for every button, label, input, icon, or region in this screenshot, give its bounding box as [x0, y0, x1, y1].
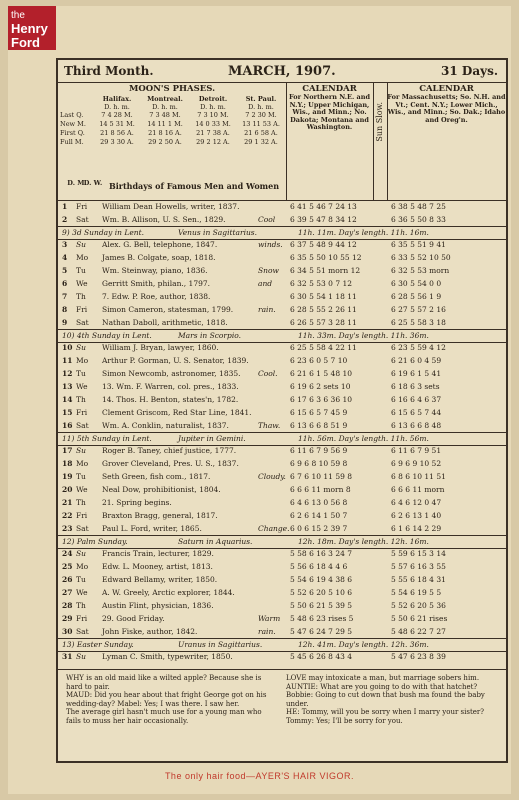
day-of-month: 23 — [62, 524, 73, 533]
calendar-frame — [56, 58, 508, 763]
south-times: 6 6 6 11 morn — [391, 485, 445, 494]
day-of-week: Th — [76, 395, 86, 404]
day-row — [58, 341, 506, 354]
north-times: 5 58 6 16 3 24 7 — [290, 549, 353, 558]
col-dm: D. M. — [67, 179, 87, 187]
north-times: 6 26 5 57 3 28 11 — [290, 318, 357, 327]
jokes-left: WHY is an old maid like a wilted apple? Because she is hard to pair. MAUD: Did you hear about that fright George got on his wedding-day? Mabel: Yes; I was there. I saw her. The average girl hasn't much use for a young man who fails to muss her hair occasionally. — [66, 674, 267, 725]
section-planet: Jupiter in Gemini. — [178, 434, 246, 443]
logo-line3: Ford — [11, 35, 40, 50]
section-title: 10) 4th Sunday in Lent. — [62, 331, 152, 340]
phase-label: First Q. — [60, 129, 85, 137]
north-times: 5 45 6 26 8 43 4 — [290, 652, 353, 661]
south-times: 6 9 6 9 10 52 — [391, 459, 442, 468]
birthday-text: Simon Cameron, statesman, 1799. — [102, 305, 234, 314]
north-times: 6 25 5 58 4 22 11 — [290, 343, 357, 352]
day-of-month: 28 — [62, 601, 73, 610]
day-of-month: 12 — [62, 369, 73, 378]
day-of-month: 31 — [62, 652, 73, 661]
north-times: 6 21 6 1 5 48 10 — [290, 369, 353, 378]
day-of-week: We — [76, 485, 88, 494]
north-times: 6 2 6 14 1 50 7 — [290, 511, 348, 520]
day-row — [58, 367, 506, 380]
day-of-month: 16 — [62, 421, 73, 430]
phase-col-header: Detroit. — [198, 95, 228, 103]
day-of-month: 13 — [62, 382, 73, 391]
day-of-week: We — [76, 588, 88, 597]
section-title: 13) Easter Sunday. — [62, 640, 134, 649]
phase-col-units: D. h. m. — [200, 103, 226, 111]
birthday-text: Edward Bellamy, writer, 1850. — [102, 575, 218, 584]
south-times: 6 21 6 0 4 59 — [391, 356, 442, 365]
day-of-week: Su — [76, 343, 86, 352]
south-times: 6 19 6 1 5 41 — [391, 369, 442, 378]
day-of-week: Mo — [76, 253, 89, 262]
day-of-week: Fri — [76, 305, 88, 314]
birthday-text: Neal Dow, prohibitionist, 1804. — [102, 485, 221, 494]
south-times: 6 8 6 10 11 51 — [391, 472, 446, 481]
birthday-text: Wm. B. Allison, U. S. Sen., 1829. — [102, 215, 226, 224]
south-times: 6 18 6 3 sets — [391, 382, 440, 391]
col-births: Birthdays of Famous Men and Women — [108, 181, 280, 191]
section-title: 9) 3d Sunday in Lent. — [62, 228, 144, 237]
birthday-text: James B. Colgate, soap, 1818. — [102, 253, 216, 262]
day-row — [58, 650, 506, 663]
birthday-text: Clement Griscom, Red Star Line, 1841. — [102, 408, 252, 417]
weather-note: Change. — [258, 524, 290, 533]
day-row — [58, 457, 506, 470]
birthday-text: 21. Spring begins. — [102, 498, 172, 507]
cal-south-title: CALENDAR — [419, 84, 474, 94]
north-times: 6 37 5 48 9 44 12 — [290, 240, 357, 249]
day-of-month: 18 — [62, 459, 73, 468]
day-of-month: 10 — [62, 343, 73, 352]
birthday-text: Lyman C. Smith, typewriter, 1850. — [102, 652, 233, 661]
north-times: 6 39 5 47 8 34 12 — [290, 215, 357, 224]
jokes-right: LOVE may intoxicate a man, but marriage sobers him. AUNTIE: What are you going to do with that hatchet? Bobbie: Going to cut down that bush ma found the baby under. HE: Tommy, will you be sorry when I marry your sister? Tommy: Yes; I'll be sorry for you. — [286, 674, 485, 725]
north-times: 5 56 6 18 4 4 6 — [290, 562, 348, 571]
day-row — [58, 625, 506, 638]
phase-value: 29 3 30 A. — [100, 138, 134, 146]
day-of-week: Mo — [76, 459, 89, 468]
phase-col-header: Halifax. — [102, 95, 132, 103]
birthday-text: Nathan Daboll, arithmetic, 1818. — [102, 318, 228, 327]
day-of-week: Mo — [76, 356, 89, 365]
north-times: 5 52 6 20 5 10 6 — [290, 588, 353, 597]
north-times: 5 48 6 23 rises 5 — [290, 614, 354, 623]
birthday-text: Francis Train, lecturer, 1829. — [102, 549, 214, 558]
phase-value: 7 3 10 M. — [197, 111, 229, 119]
south-times: 6 16 6 4 6 37 — [391, 395, 442, 404]
col-dw: D. W. — [83, 179, 103, 187]
days-count: 31 Days. — [441, 64, 498, 78]
day-of-month: 30 — [62, 627, 73, 636]
section-daylength: 12h. 41m. Day's length. 12h. 36m. — [298, 640, 429, 649]
day-of-month: 6 — [62, 279, 68, 288]
north-times: 6 30 5 54 1 18 11 — [290, 292, 357, 301]
birthday-text: Simon Newcomb, astronomer, 1835. — [102, 369, 241, 378]
section-daylength: 11h. 56m. Day's length. 11h. 56m. — [298, 434, 429, 443]
south-times: 6 13 6 6 8 48 — [391, 421, 442, 430]
logo-line1: the — [11, 10, 25, 21]
day-of-week: Mo — [76, 562, 89, 571]
phase-value: 29 2 12 A. — [196, 138, 230, 146]
north-times: 6 4 6 13 0 56 8 — [290, 498, 348, 507]
north-times: 6 11 6 7 9 56 9 — [290, 446, 348, 455]
day-row — [58, 264, 506, 277]
day-row — [58, 213, 506, 226]
day-of-month: 3 — [62, 240, 68, 249]
north-times: 6 35 5 50 10 55 12 — [290, 253, 362, 262]
footer-ad: The only hair food—AYER'S HAIR VIGOR. — [164, 771, 355, 781]
north-times: 6 34 5 51 morn 12 — [290, 266, 361, 275]
day-row — [58, 573, 506, 586]
day-of-month: 8 — [62, 305, 68, 314]
cal-south-desc: For Massachusetts; So. N.H. and Vt.; Cent. N.Y.; Lower Mich., Wis., and Minn.; So. Dak.; Idaho and Oreg'n. — [387, 93, 506, 124]
day-of-week: Fri — [76, 614, 88, 623]
day-row — [58, 316, 506, 329]
day-of-month: 24 — [62, 549, 73, 558]
month-label: Third Month. — [64, 64, 154, 78]
day-of-month: 21 — [62, 498, 73, 507]
birthday-text: Grover Cleveland, Pres. U. S., 1837. — [102, 459, 239, 468]
day-of-week: Su — [76, 240, 86, 249]
north-times: 6 41 5 46 7 24 13 — [290, 202, 357, 211]
day-of-week: Su — [76, 446, 86, 455]
birthday-text: Austin Flint, physician, 1836. — [102, 601, 214, 610]
day-of-week: Sat — [76, 627, 89, 636]
day-row — [58, 509, 506, 522]
north-times: 6 17 6 3 6 36 10 — [290, 395, 353, 404]
section-planet: Venus in Sagittarius. — [178, 228, 258, 237]
day-of-month: 19 — [62, 472, 73, 481]
south-times: 6 4 6 12 0 47 — [391, 498, 442, 507]
day-of-month: 14 — [62, 395, 73, 404]
north-times: 6 15 6 5 7 45 9 — [290, 408, 348, 417]
cal-north-desc: For Northern N.E. and N.Y.; Upper Michigan, Wis., and Minn.; No. Dakota; Montana and Washington. — [288, 93, 370, 131]
birthday-text: Seth Green, fish com., 1817. — [102, 472, 211, 481]
day-row — [58, 393, 506, 406]
south-times: 6 38 5 48 7 25 — [391, 202, 446, 211]
day-of-week: Sat — [76, 318, 89, 327]
day-of-week: Fri — [76, 408, 88, 417]
day-of-week: Sat — [76, 421, 89, 430]
day-row — [58, 522, 506, 535]
birthday-text: William J. Bryan, lawyer, 1860. — [102, 343, 219, 352]
phase-label: New M. — [60, 120, 86, 128]
south-times: 5 52 6 20 5 36 — [391, 601, 446, 610]
phase-value: 14 11 1 M. — [147, 120, 183, 128]
south-times: 6 28 5 56 1 9 — [391, 292, 442, 301]
north-times: 6 9 6 8 10 59 8 — [290, 459, 348, 468]
day-of-week: Fri — [76, 511, 88, 520]
cal-north-title: CALENDAR — [302, 84, 357, 94]
birthday-text: Alex. G. Bell, telephone, 1847. — [102, 240, 218, 249]
south-times: 5 55 6 18 4 31 — [391, 575, 446, 584]
day-of-week: Sat — [76, 215, 89, 224]
day-of-month: 11 — [62, 356, 73, 365]
north-times: 6 13 6 6 8 51 9 — [290, 421, 348, 430]
weather-note: winds. — [258, 240, 283, 249]
day-of-month: 22 — [62, 511, 73, 520]
north-times: 6 28 5 55 2 26 11 — [290, 305, 357, 314]
day-of-week: Tu — [76, 266, 86, 275]
day-of-week: Su — [76, 652, 86, 661]
section-daylength: 11h. 33m. Day's length. 11h. 36m. — [298, 331, 429, 340]
day-of-month: 7 — [62, 292, 68, 301]
day-row — [58, 547, 506, 560]
birthday-text: Wm. Steinway, piano, 1836. — [102, 266, 208, 275]
day-of-week: Fri — [76, 202, 88, 211]
day-of-week: Th — [76, 498, 86, 507]
north-times: 6 23 6 0 5 7 10 — [290, 356, 348, 365]
day-row — [58, 483, 506, 496]
birthday-text: A. W. Greely, Arctic explorer, 1844. — [102, 588, 235, 597]
north-times: 5 54 6 19 4 38 6 — [290, 575, 353, 584]
day-row — [58, 277, 506, 290]
day-of-week: Th — [76, 601, 86, 610]
day-of-week: Th — [76, 292, 86, 301]
south-times: 5 47 6 23 8 39 — [391, 652, 446, 661]
day-row — [58, 354, 506, 367]
phase-value: 21 6 58 A. — [244, 129, 278, 137]
day-of-month: 26 — [62, 575, 73, 584]
day-of-week: We — [76, 382, 88, 391]
weather-note: rain. — [258, 305, 276, 314]
weather-note: Cloudy. — [258, 472, 286, 481]
phase-label: Last Q. — [60, 111, 84, 119]
section-title: 12) Palm Sunday. — [62, 537, 128, 546]
south-times: 5 59 6 15 3 14 — [391, 549, 446, 558]
day-of-week: Tu — [76, 575, 86, 584]
day-row — [58, 560, 506, 573]
day-of-week: Tu — [76, 369, 86, 378]
day-row — [58, 406, 506, 419]
section-planet: Saturn in Aquarius. — [178, 537, 253, 546]
logo-line2: Henry — [11, 21, 48, 36]
birthday-text: William Dean Howells, writer, 1837. — [102, 202, 240, 211]
south-times: 6 30 5 54 0 0 — [391, 279, 442, 288]
weather-note: Thaw. — [258, 421, 281, 430]
almanac-page — [8, 6, 511, 794]
day-of-week: Sat — [76, 524, 89, 533]
south-times: 5 50 6 21 rises — [391, 614, 448, 623]
phase-value: 13 11 53 A. — [242, 120, 280, 128]
day-of-month: 2 — [62, 215, 68, 224]
weather-note: and — [258, 279, 273, 288]
page-title: MARCH, 1907. — [228, 64, 336, 79]
day-row — [58, 612, 506, 625]
birthday-text: Edw. L. Mooney, artist, 1813. — [102, 562, 213, 571]
birthday-text: Roger B. Taney, chief justice, 1777. — [102, 446, 237, 455]
birthday-text: 13. Wm. F. Warren, col. pres., 1833. — [102, 382, 239, 391]
phase-value: 29 2 50 A. — [148, 138, 182, 146]
south-times: 5 57 6 16 3 55 — [391, 562, 446, 571]
birthday-text: 29. Good Friday. — [102, 614, 165, 623]
weather-note: Cool — [258, 215, 276, 224]
birthday-text: Wm. A. Conklin, naturalist, 1837. — [102, 421, 229, 430]
section-planet: Mars in Scorpio. — [178, 331, 241, 340]
birthday-text: John Fiske, author, 1842. — [102, 627, 198, 636]
sun-slow-label: Sun Slow. — [375, 102, 384, 142]
day-of-month: 17 — [62, 446, 73, 455]
birthday-text: Gerritt Smith, philan., 1797. — [102, 279, 211, 288]
section-daylength: 12h. 18m. Day's length. 12h. 16m. — [298, 537, 429, 546]
south-times: 6 25 5 58 3 18 — [391, 318, 446, 327]
day-row — [58, 303, 506, 316]
south-times: 6 2 6 13 1 40 — [391, 511, 442, 520]
birthday-text: Paul L. Ford, writer, 1865. — [102, 524, 202, 533]
day-of-month: 25 — [62, 562, 73, 571]
day-row — [58, 200, 506, 213]
north-times: 6 32 5 53 0 7 12 — [290, 279, 353, 288]
phase-col-units: D. h. m. — [248, 103, 274, 111]
south-times: 6 32 5 53 morn — [391, 266, 450, 275]
weather-note: Warm — [258, 614, 281, 623]
sun-slow-col — [373, 82, 388, 200]
phase-col-header: Montreal. — [147, 95, 183, 103]
birthday-text: Braxton Bragg, general, 1817. — [102, 511, 218, 520]
north-times: 5 47 6 24 7 29 5 — [290, 627, 353, 636]
phase-value: 7 2 30 M. — [245, 111, 277, 119]
phase-value: 7 4 28 M. — [101, 111, 133, 119]
north-times: 5 50 6 21 5 39 5 — [290, 601, 353, 610]
south-times: 6 27 5 57 2 16 — [391, 305, 446, 314]
section-title: 11) 5th Sunday in Lent. — [62, 434, 152, 443]
day-row — [58, 599, 506, 612]
page-header — [58, 60, 506, 83]
phase-value: 21 7 38 A. — [196, 129, 230, 137]
south-times: 5 54 6 19 5 5 — [391, 588, 442, 597]
day-row — [58, 496, 506, 509]
weather-note: rain. — [258, 627, 276, 636]
day-of-month: 27 — [62, 588, 73, 597]
section-daylength: 11h. 11m. Day's length. 11h. 16m. — [298, 228, 429, 237]
south-times: 6 1 6 14 2 29 — [391, 524, 442, 533]
day-row — [58, 251, 506, 264]
birthday-text: 14. Thos. H. Benton, states'n, 1782. — [102, 395, 239, 404]
top-section — [58, 82, 506, 201]
south-times: 6 33 5 52 10 50 — [391, 253, 451, 262]
south-times: 6 35 5 51 9 41 — [391, 240, 446, 249]
phase-label: Full M. — [60, 138, 84, 146]
day-row — [58, 444, 506, 457]
north-times: 6 7 6 10 11 59 8 — [290, 472, 353, 481]
phase-value: 29 1 32 A. — [244, 138, 278, 146]
day-of-month: 1 — [62, 202, 68, 211]
calendar-north — [286, 82, 374, 200]
phase-value: 14 0 33 M. — [195, 120, 231, 128]
phase-col-header: St. Paul. — [245, 95, 277, 103]
weather-note: Snow — [258, 266, 279, 275]
day-of-month: 20 — [62, 485, 73, 494]
phases-title: MOON'S PHASES. — [128, 84, 216, 94]
day-of-month: 29 — [62, 614, 73, 623]
phase-col-units: D. h. m. — [104, 103, 130, 111]
day-of-month: 4 — [62, 253, 68, 262]
day-of-week: Tu — [76, 472, 86, 481]
day-row — [58, 470, 506, 483]
weather-note: Cool. — [258, 369, 278, 378]
south-times: 6 15 6 5 7 44 — [391, 408, 442, 417]
phase-value: 14 5 31 M. — [99, 120, 135, 128]
phase-value: 21 8 16 A. — [148, 129, 182, 137]
day-row — [58, 380, 506, 393]
south-times: 6 23 5 59 4 12 — [391, 343, 446, 352]
day-of-week: Su — [76, 549, 86, 558]
north-times: 6 19 6 2 sets 10 — [290, 382, 351, 391]
day-of-month: 9 — [62, 318, 68, 327]
north-times: 6 6 6 11 morn 8 — [290, 485, 351, 494]
day-of-month: 5 — [62, 266, 68, 275]
section-planet: Uranus in Sagittarius. — [178, 640, 263, 649]
day-of-week: We — [76, 279, 88, 288]
day-row — [58, 419, 506, 432]
birthday-text: Arthur P. Gorman, U. S. Senator, 1839. — [102, 356, 249, 365]
phase-value: 7 3 48 M. — [149, 111, 181, 119]
day-of-month: 15 — [62, 408, 73, 417]
calendar-south — [387, 82, 506, 200]
south-times: 6 11 6 7 9 51 — [391, 446, 442, 455]
south-times: 6 36 5 50 8 33 — [391, 215, 446, 224]
phase-value: 21 8 56 A. — [100, 129, 134, 137]
henry-ford-logo[interactable] — [8, 6, 56, 50]
day-row — [58, 586, 506, 599]
birthday-text: 7. Edw. P. Roe, author, 1838. — [102, 292, 211, 301]
day-row — [58, 290, 506, 303]
phase-col-units: D. h. m. — [152, 103, 178, 111]
day-row — [58, 238, 506, 251]
jokes-area — [58, 669, 506, 764]
north-times: 6 0 6 15 2 39 7 — [290, 524, 348, 533]
south-times: 5 48 6 22 7 27 — [391, 627, 446, 636]
